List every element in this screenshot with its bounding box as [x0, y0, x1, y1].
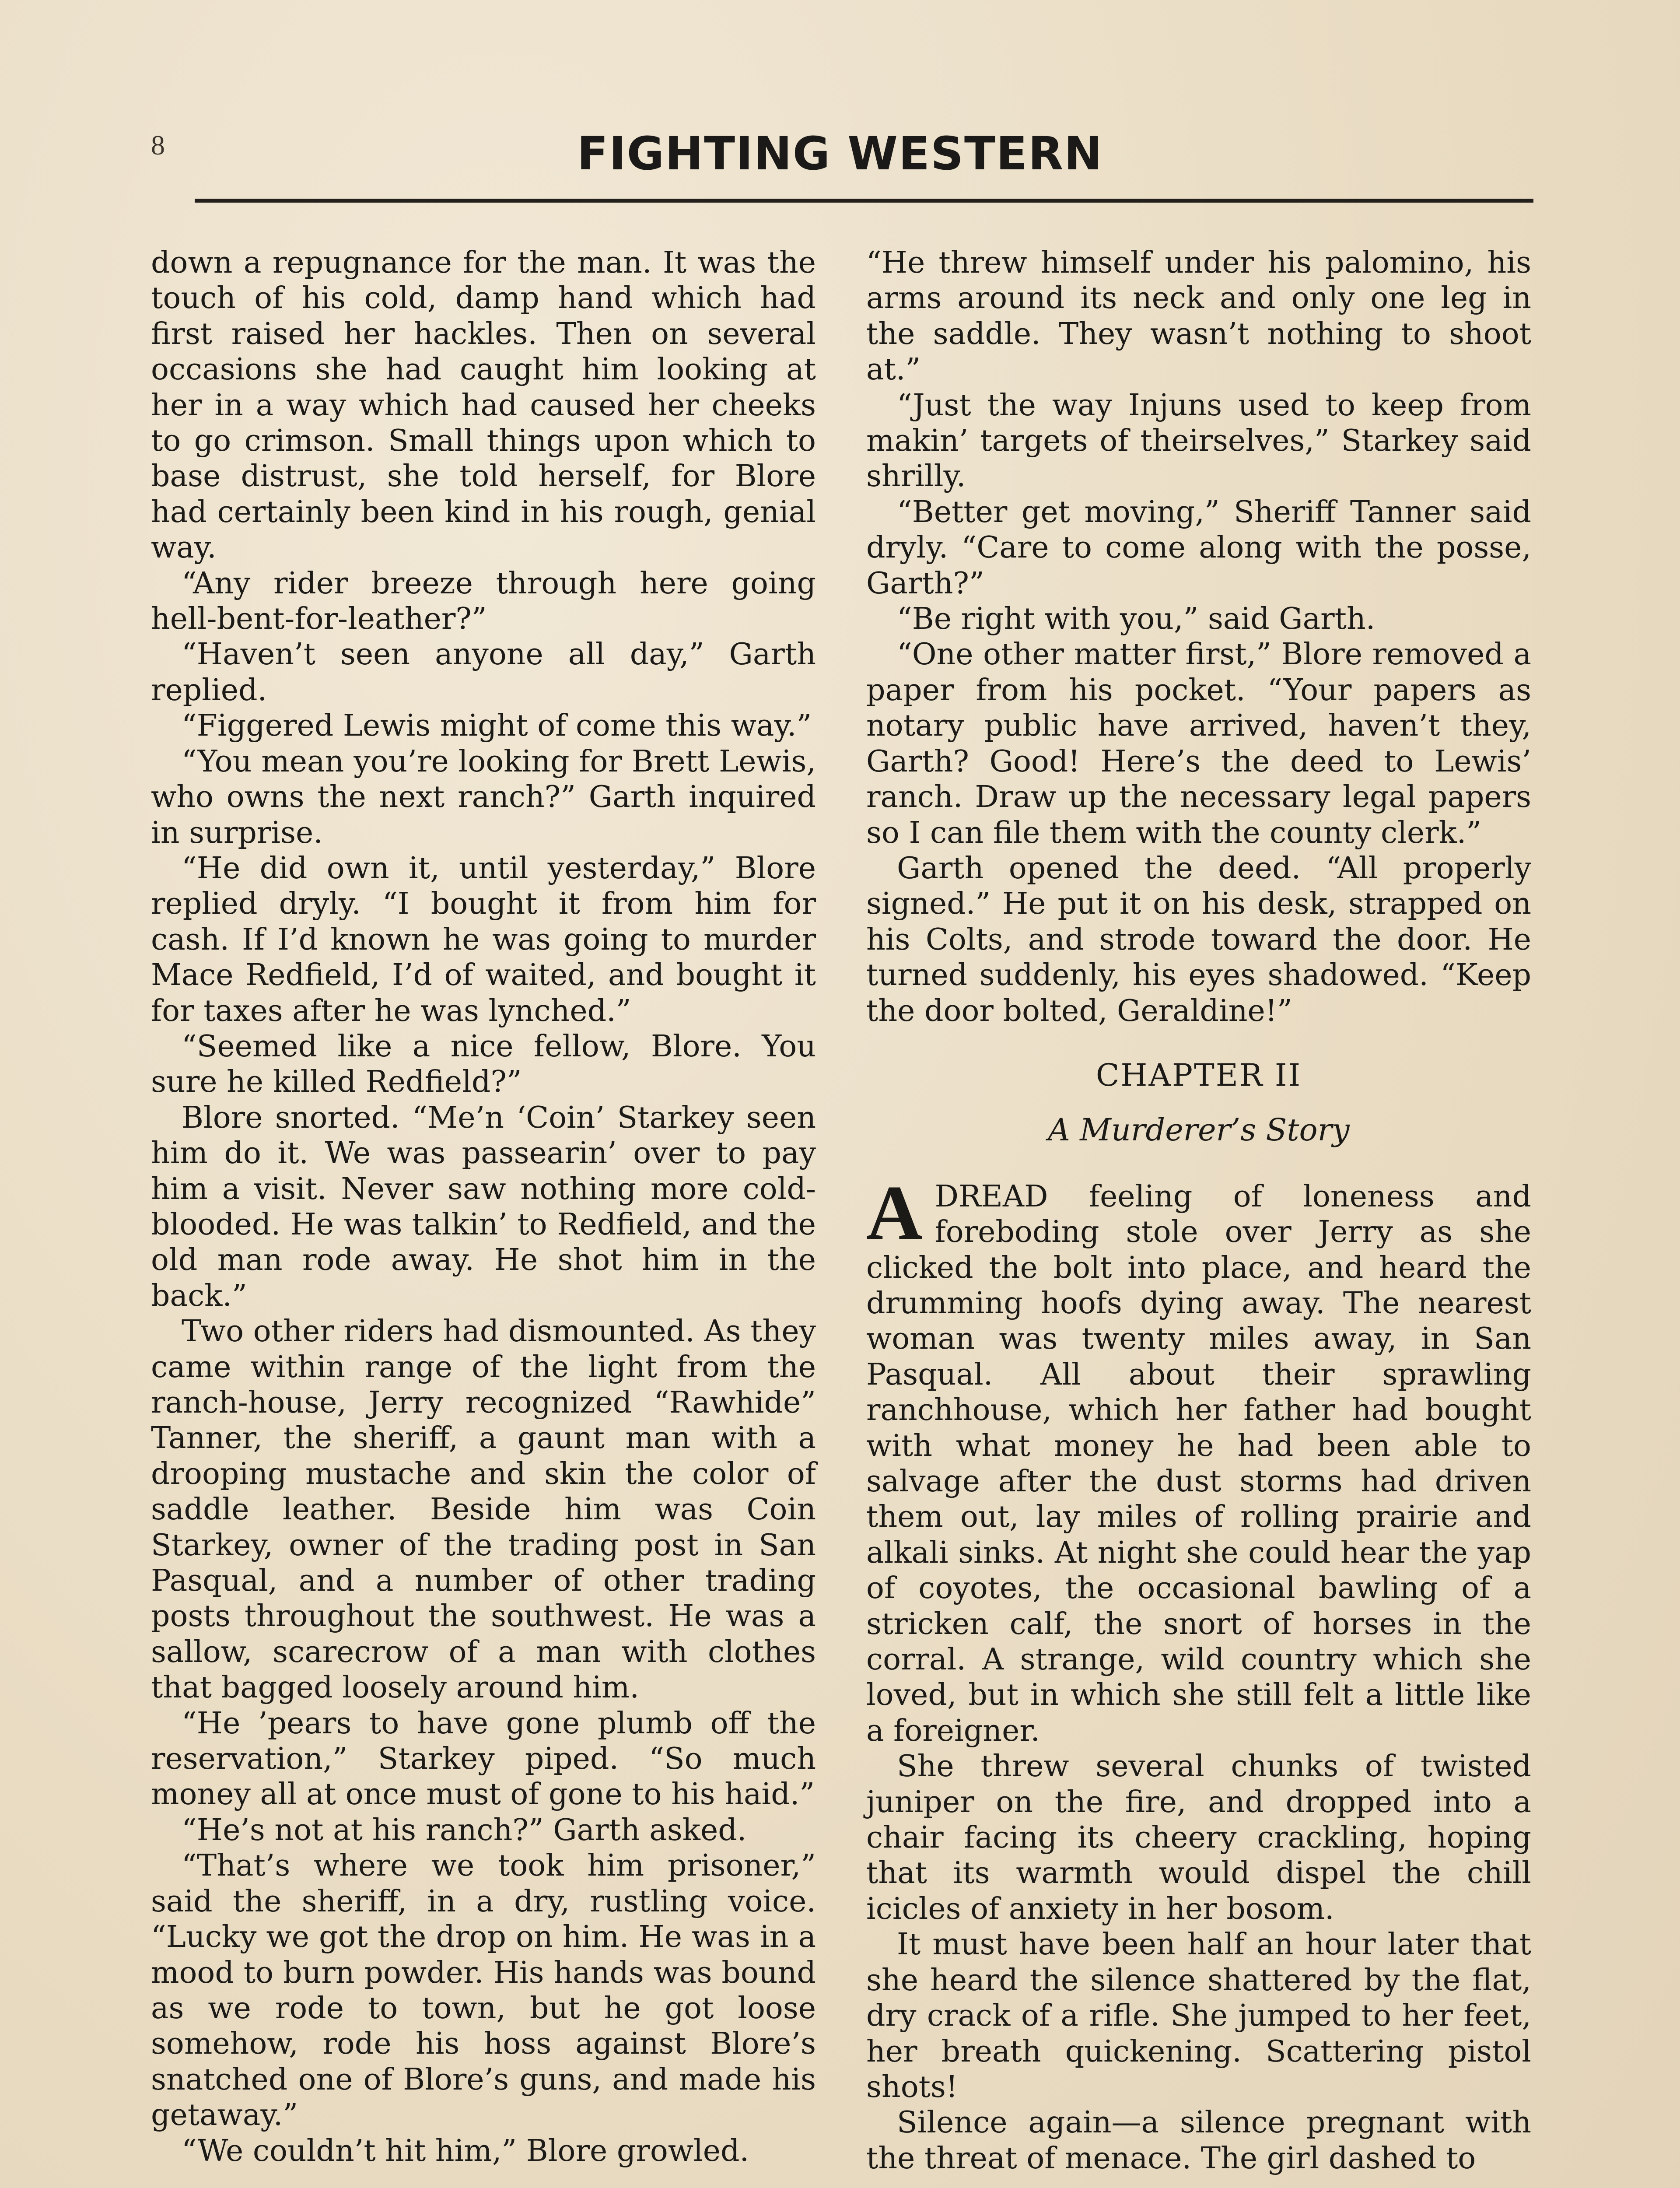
paragraph: “Better get moving,” Sheriff Tanner said dryly. “Care to come along with the posse, Garth?”	[866, 494, 1531, 601]
paragraph: “Any rider breeze through here going hell-bent-for-leather?”	[151, 566, 816, 637]
chapter-heading: CHAPTER II	[1096, 1057, 1302, 1093]
paragraph: down a repugnance for the man. It was the touch of his cold, damp hand which had first raised her hackles. Then on several occasions she had caught him looking at her in a way which had caused her cheeks to go crimson. Small things upon which to base distrust, she told herself, for Blore had certainly been kind in his rough, genial way.	[151, 245, 816, 565]
paragraph: “We couldn’t hit him,” Blore growled.	[182, 2133, 749, 2168]
paragraph: “You mean you’re looking for Brett Lewis, who owns the next ranch?” Garth inquired in surprise.	[151, 744, 816, 850]
drop-cap: A	[866, 1169, 923, 1256]
chapter-opening-paragraph	[866, 1169, 1531, 1749]
paragraph: It must have been half an hour later that she heard the silence shattered by the flat, dry crack of a rifle. She jumped to her feet, her breath quickening. Scattering pistol shots!	[866, 1927, 1531, 2104]
paragraph: “Just the way Injuns used to keep from makin’ targets of theirselves,” Starkey said shrilly.	[866, 388, 1531, 494]
paragraph: Two other riders had dismounted. As they came within range of the light from the ranch-house, Jerry recognized “Rawhide” Tanner, the sheriff, a gaunt man with a drooping mustache and skin the color of saddle leather. Beside him was Coin Starkey, owner of the trading post in San Pasqual, and a number of other trading posts throughout the southwest. He was a sallow, scarecrow of a man with clothes that bagged loosely around him.	[151, 1314, 816, 1705]
paragraph: Garth opened the deed. “All properly signed.” He put it on his desk, strapped on his Colts, and strode toward the door. He turned suddenly, his eyes shadowed. “Keep the door bolted, Geraldine!”	[866, 851, 1531, 1028]
paragraph: “He threw himself under his palomino, his arms around its neck and only one leg in the saddle. They wasn’t nothing to shoot at.”	[866, 245, 1531, 387]
paragraph: “He’s not at his ranch?” Garth asked.	[182, 1813, 747, 1848]
chapter-opening-text: DREAD feeling of loneness and foreboding stole over Jerry as she clicked the bolt into place, and heard the drumming hoofs dying away. The nearest woman was twenty miles away, in San Pasqual. All about their sprawling ranchhouse, which her father had bought with what money he had been able to salvage after the dust storms had driven them out, lay miles of rolling prairie and alkali sinks. At night she could hear the yap of coyotes, the occasional bawling of a stricken calf, the snort of horses in the corral. A strange, wild country which she loved, but in which she still felt a little like a foreigner.	[866, 1179, 1531, 1748]
paragraph: “Figgered Lewis might of come this way.”	[182, 708, 812, 743]
paragraph: “He did own it, until yesterday,” Blore replied dryly. “I bought it from him for cash. If I’d known he was going to murder Mace Redfield, I’d of waited, and bought it for taxes after he was lynched.”	[151, 851, 816, 1028]
paragraph: Blore snorted. “Me’n ‘Coin’ Starkey seen him do it. We was passearin’ over to pay him a visit. Never saw nothing more cold-blooded. He was talkin’ to Redfield, and the old man rode away. He shot him in the back.”	[151, 1100, 816, 1313]
right-column	[866, 245, 1531, 2188]
running-head-title: FIGHTING WESTERN	[577, 127, 1103, 180]
paragraph: She threw several chunks of twisted juniper on the fire, and dropped into a chair facing its cheery crackling, hoping that its warmth would dispel the chill icicles of anxiety in her bosom.	[866, 1749, 1531, 1926]
paragraph: Silence again—a silence pregnant with the threat of menace. The girl dashed to	[866, 2105, 1531, 2176]
paragraph: “One other matter first,” Blore removed a paper from his pocket. “Your papers as notary public have arrived, haven’t they, Garth? Good! Here’s the deed to Lewis’ ranch. Draw up the necessary legal papers so I can file them with the county clerk.”	[866, 637, 1531, 850]
paragraph: “Haven’t seen anyone all day,” Garth replied.	[151, 637, 816, 708]
paragraph: “He ’pears to have gone plumb off the reservation,” Starkey piped. “So much money all at once must of gone to his haid.”	[151, 1706, 816, 1812]
paragraph: “Seemed like a nice fellow, Blore. You sure he killed Redfield?”	[151, 1029, 816, 1100]
chapter-subtitle: A Murderer’s Story	[1048, 1112, 1350, 1148]
paragraph: “Be right with you,” said Garth.	[897, 602, 1376, 637]
left-column	[151, 245, 816, 2188]
header-rule	[195, 199, 1533, 203]
paragraph: “That’s where we took him prisoner,” said the sheriff, in a dry, rustling voice. “Lucky we got the drop on him. He was in a mood to burn powder. His hands was bound as we rode to town, but he got loose somehow, rode his hoss against Blore’s snatched one of Blore’s guns, and made his getaway.”	[151, 1848, 816, 2133]
page-number: 8	[151, 130, 165, 161]
